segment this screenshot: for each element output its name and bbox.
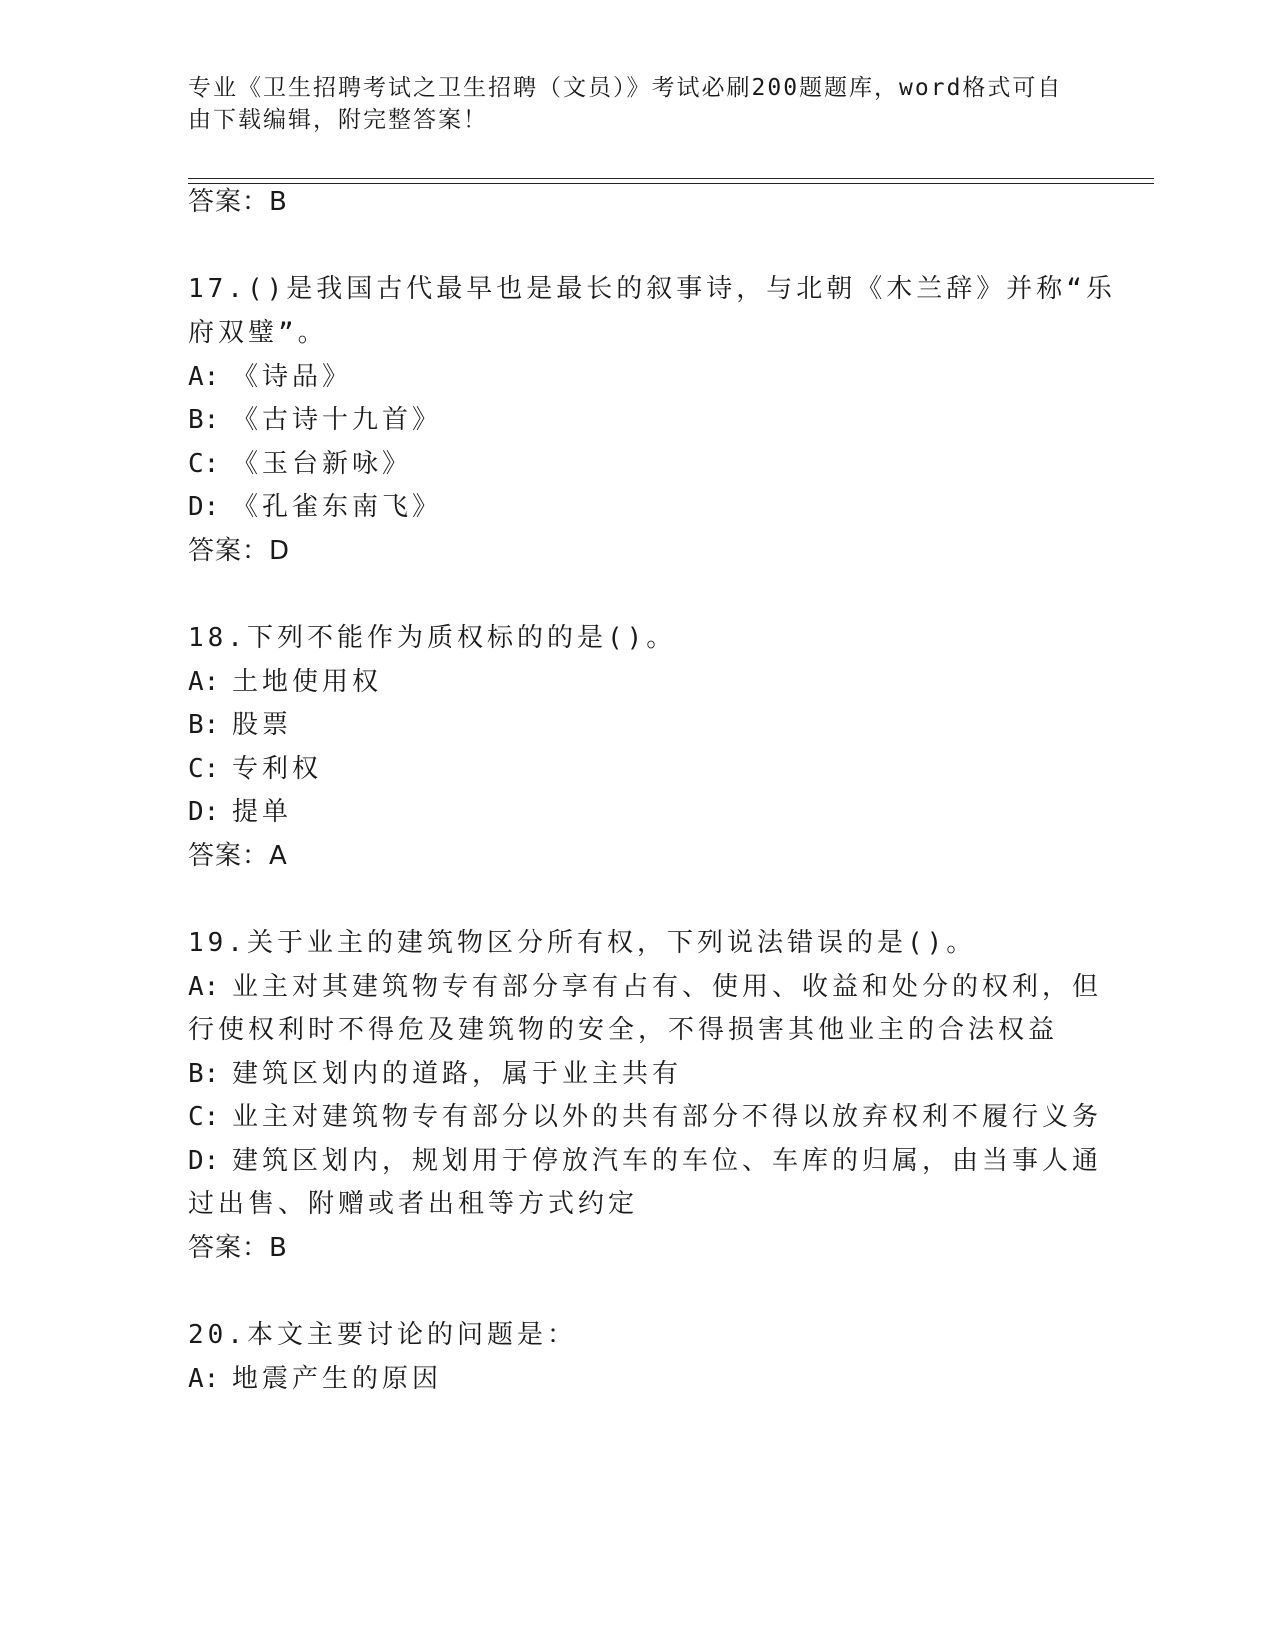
question-20-line-1: 20.本文主要讨论的问题是：: [188, 1320, 577, 1350]
question-17-option-d: [188, 490, 442, 524]
option-text: 《诗品》: [232, 362, 353, 392]
option-key: C:: [188, 754, 220, 784]
question-17-line-2: 府双璧”。: [188, 318, 328, 348]
option-text: 建筑区划内，规划用于停放汽车的车位、车库的归属，由当事人通: [232, 1146, 1103, 1176]
header-line-2: 由下载编辑，附完整答案！: [188, 107, 488, 133]
answer-19: 答案：B: [188, 1233, 288, 1263]
question-18-option-b: [188, 708, 292, 742]
question-17-line-1: 17.()是我国古代最早也是最长的叙事诗，与北朝《木兰辞》并称“乐: [188, 274, 1116, 304]
option-text: 股票: [232, 710, 293, 740]
question-18-option-a: [188, 665, 382, 699]
option-key: B:: [188, 405, 220, 435]
document-header: [188, 72, 1068, 136]
option-text: 《玉台新咏》: [232, 449, 413, 479]
option-key: A:: [188, 362, 220, 392]
header-rule: [188, 178, 1154, 184]
question-19-line-1: 19.关于业主的建筑物区分所有权，下列说法错误的是()。: [188, 928, 977, 958]
option-key: D:: [188, 492, 220, 522]
question-19-option-d: [188, 1144, 1102, 1178]
question-18-line-1: 18.下列不能作为质权标的的是()。: [188, 623, 677, 653]
question-18-option-c: [188, 752, 322, 786]
option-text: 《孔雀东南飞》: [232, 492, 443, 522]
header-line-1: 专业《卫生招聘考试之卫生招聘（文员）》考试必刷200题题库，word格式可自: [188, 75, 1063, 101]
answer-16: 答案：B: [188, 187, 288, 217]
question-19-option-d-cont: 过出售、附赠或者出租等方式约定: [188, 1189, 639, 1219]
option-text: 《古诗十九首》: [232, 405, 443, 435]
question-17-option-b: [188, 403, 442, 437]
option-key: D:: [188, 797, 220, 827]
option-key: D:: [188, 1146, 220, 1176]
question-18-option-d: [188, 795, 292, 829]
answer-17: 答案：D: [188, 536, 291, 566]
option-key: B:: [188, 1059, 220, 1089]
option-key: A:: [188, 972, 220, 1002]
option-key: C:: [188, 449, 220, 479]
question-19-option-a: [188, 970, 1102, 1004]
question-19-option-b: [188, 1057, 682, 1091]
question-19-option-a-cont: 行使权利时不得危及建筑物的安全，不得损害其他业主的合法权益: [188, 1015, 1059, 1045]
question-19-option-c: [188, 1100, 1102, 1134]
option-text: 土地使用权: [232, 667, 383, 697]
option-text: 提单: [232, 797, 293, 827]
option-key: A:: [188, 1364, 220, 1394]
question-17-option-c: [188, 447, 412, 481]
option-key: A:: [188, 667, 220, 697]
question-20-option-a: [188, 1362, 442, 1396]
option-text: 业主对其建筑物专有部分享有占有、使用、收益和处分的权利，但: [232, 972, 1103, 1002]
option-key: B:: [188, 710, 220, 740]
option-text: 建筑区划内的道路，属于业主共有: [232, 1059, 683, 1089]
question-17-option-a: [188, 360, 352, 394]
option-key: C:: [188, 1102, 220, 1132]
answer-18: 答案：A: [188, 841, 288, 871]
option-text: 专利权: [232, 754, 323, 784]
option-text: 地震产生的原因: [232, 1364, 443, 1394]
option-text: 业主对建筑物专有部分以外的共有部分不得以放弃权利不履行义务: [232, 1102, 1103, 1132]
